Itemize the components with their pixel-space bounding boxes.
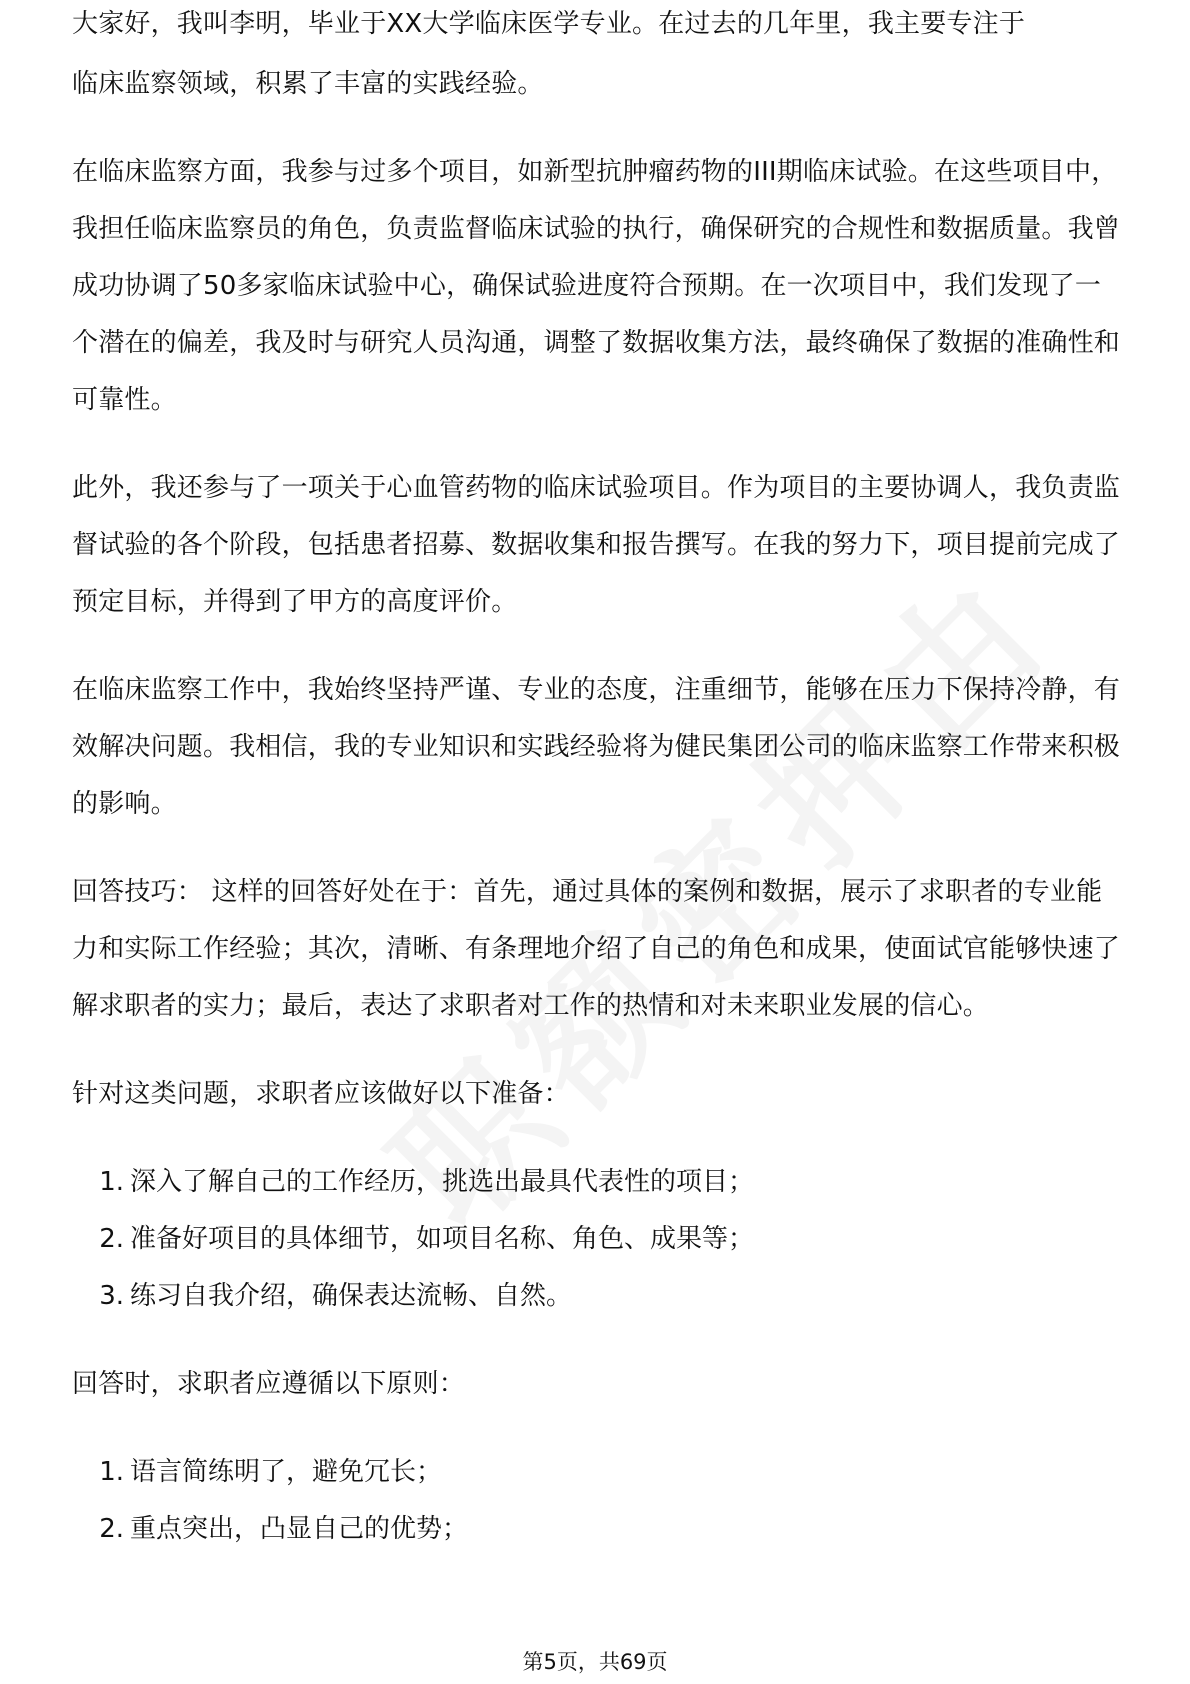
list-item: 1. 语言简练明了，避免冗长； — [99, 1457, 443, 1487]
partial-top-line — [72, 9, 1122, 54]
preparation-intro: 针对这类问题，求职者应该做好以下准备： — [72, 1079, 570, 1109]
paragraph-3: 此外，我还参与了一项关于心血管药物的临床试验项目。作为项目的主要协调人，我负责监督试验的各个阶段，包括患者招募、数据收集和报告撰写。在我的努力下，项目提前完成了预定目标，并得到了甲方的高度评价。 — [72, 473, 1121, 617]
top-partial-text: 大家好，我叫李明，毕业于XX大学临床医学专业。在过去的几年里，我主要专注于 — [72, 9, 1026, 39]
list-item: 3. 练习自我介绍，确保表达流畅、自然。 — [99, 1281, 573, 1311]
preparation-list — [72, 1154, 1122, 1325]
page-number: 第5页，共69页 — [522, 1650, 668, 1674]
paragraph-2: 在临床监察方面，我参与过多个项目，如新型抗肿瘤药物的III期临床试验。在这些项目中，我担任临床监察员的角色，负责监督临床试验的执行，确保研究的合规性和数据质量。我曾成功协调了50多家临床试验中心，确保试验进度符合预期。在一次项目中，我们发现了一个潜在的偏差，我及时与研究人员沟通，调整了数据收集方法，最终确保了数据的准确性和可靠性。 — [72, 157, 1121, 415]
document-body — [72, 0, 1122, 1558]
answer-tips-paragraph: 回答技巧： 这样的回答好处在于：首先，通过具体的案例和数据，展示了求职者的专业能力和实际工作经验；其次，清晰、有条理地介绍了自己的角色和成果，使面试官能够快速了解求职者的实力；最后，表达了求职者对工作的热情和对未来职业发展的信心。 — [72, 877, 1121, 1021]
list-item: 2. 准备好项目的具体细节，如项目名称、角色、成果等； — [99, 1224, 755, 1254]
list-item: 2. 重点突出，凸显自己的优势； — [99, 1514, 469, 1544]
principles-list — [72, 1444, 1122, 1558]
paragraph-4: 在临床监察工作中，我始终坚持严谨、专业的态度，注重细节，能够在压力下保持冷静，有效解决问题。我相信，我的专业知识和实践经验将为健民集团公司的临床监察工作带来积极的影响。 — [72, 675, 1121, 819]
paragraph-1: 临床监察领域，积累了丰富的实践经验。 — [72, 69, 544, 99]
list-item: 1. 深入了解自己的工作经历，挑选出最具代表性的项目； — [99, 1167, 755, 1197]
principles-intro: 回答时，求职者应遵循以下原则： — [72, 1369, 466, 1399]
